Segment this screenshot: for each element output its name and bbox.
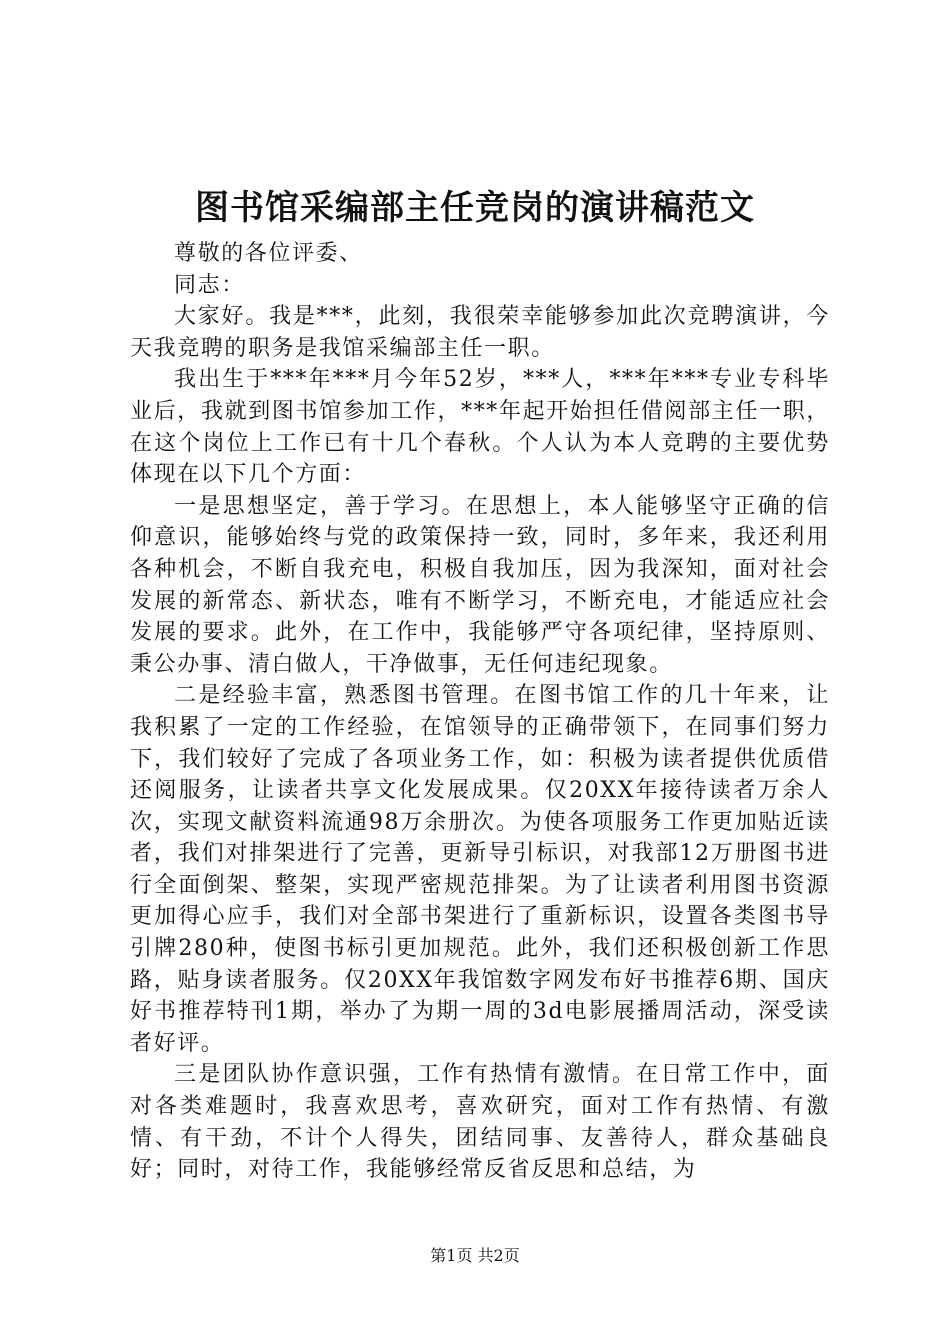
document-body <box>130 238 830 1186</box>
salutation-line-1: 尊敬的各位评委、 <box>174 241 363 266</box>
paragraph-point-three: 三是团队协作意识强，工作有热情有激情。在日常工作中，面对各类难题时，我喜欢思考，喜欢研究，面对工作有热情、有激情、有干劲，不计个人得失，团结同事、友善待人，群众基础良好；同时，对待工作，我能够经常反省反思和总结，为 <box>130 1062 830 1183</box>
paragraph-greeting: 大家好。我是***，此刻，我很荣幸能够参加此次竞聘演讲，今天我竞聘的职务是我馆采编部主任一职。 <box>130 304 830 361</box>
paragraph-point-one: 一是思想坚定，善于学习。在思想上，本人能够坚守正确的信仰意识，能够始终与党的政策保持一致，同时，多年来，我还利用各种机会，不断自我充电，积极自我加压，因为我深知，面对社会发展的新常态、新状态，唯有不断学习，不断充电，才能适应社会发展的要求。此外，在工作中，我能够严守各项纪律，坚持原则、秉公办事、清白做人，干净做事，无任何违纪现象。 <box>130 493 830 677</box>
document-title: 图书馆采编部主任竞岗的演讲稿范文 <box>195 188 755 228</box>
paragraph-point-two: 二是经验丰富，熟悉图书管理。在图书馆工作的几十年来，让我积累了一定的工作经验，在馆领导的正确带领下，在同事们努力下，我们较好了完成了各项业务工作，如：积极为读者提供优质借还阅服务，让读者共享文化发展成果。仅20XX年接待读者万余人次，实现文献资料流通98万余册次。为使各项服务工作更加贴近读者，我们对排架进行了完善，更新导引标识，对我部12万册图书进行全面倒架、整架，实现严密规范排架。为了让读者利用图书资源更加得心应手，我们对全部书架进行了重新标识，设置各类图书导引牌280种，使图书标引更加规范。此外，我们还积极创新工作思路，贴身读者服务。仅20XX年我馆数字网发布好书推荐6期、国庆好书推荐特刊1期，举办了为期一周的3d电影展播周活动，深受读者好评。 <box>130 683 830 1056</box>
paragraph-introduction: 我出生于***年***月今年52岁，***人，***年***专业专科毕业后，我就到图书馆参加工作，***年起开始担任借阅部主任一职，在这个岗位上工作已有十几个春秋。个人认为本人竞聘的主要优势体现在以下几个方面： <box>130 367 830 488</box>
salutation-line-2: 同志： <box>174 272 245 298</box>
page-footer: 第1页 共2页 <box>430 1246 520 1265</box>
